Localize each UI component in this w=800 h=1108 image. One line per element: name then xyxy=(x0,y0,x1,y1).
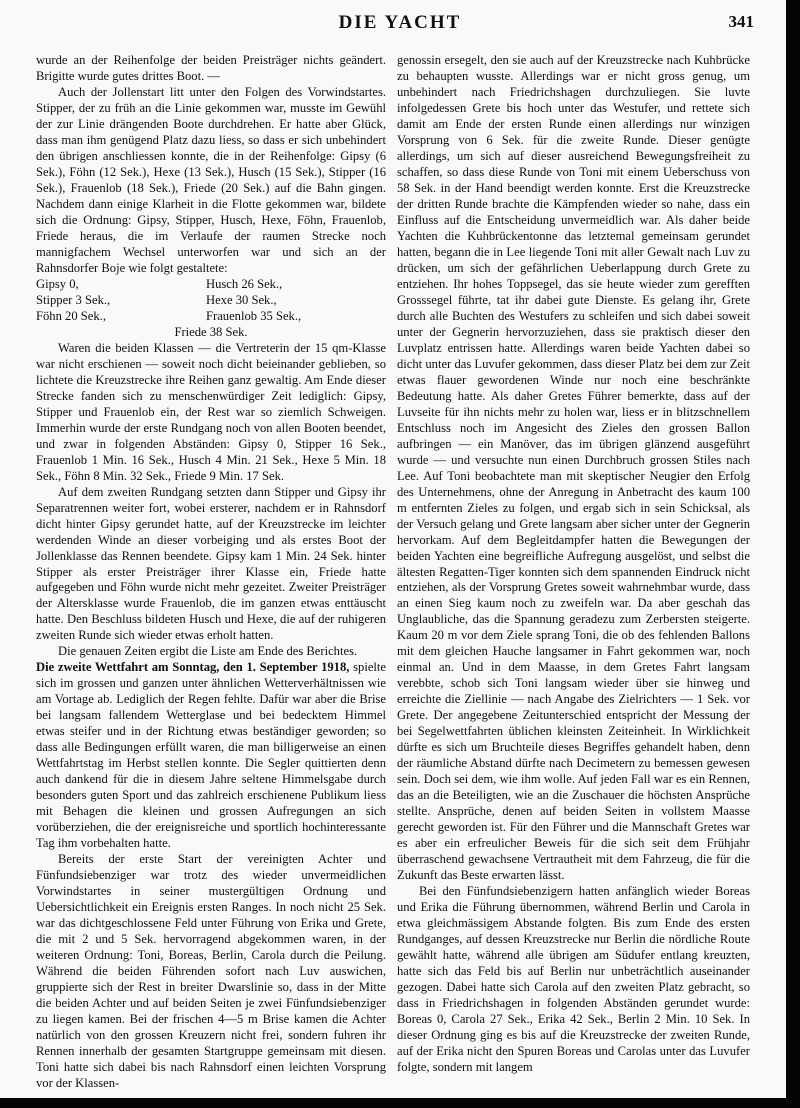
paragraph: genossin ersegelt, den sie auch auf der Kreuzstrecke nach Kuhbrücke zu behaupten wusste. Allerdings war er nicht gross genug, um unbehindert nach Friedrichshagen durchzuliegen. Sie luvte infolgedessen Grete bis hoch unter das Westufer, und rettete sich damit am Ende der ersten Runde einen allerdings nur winzigen Vorsprung von 6 Sek. für die zweite Runde. Dieser genügte allerdings, um sich auf dieser ausreichend Bewegungsfreiheit zu schaffen, so dass diese Runde von Toni mit einem Ueberschuss von 58 Sek. in der Hand beendigt werden konnte. Erst die Kreuzstrecke der dritten Runde brachte die Kämpfenden wieder so nahe, dass ein Einfluss auf die Entscheidung unvermeidlich war. Als daher beide Yachten die Kuhbrückentonne das letztemal gemeinsam gerundet hatten, begann die in Lee liegende Toni mit aller Gewalt nach Luv zu drücken, um sich der gefährlichen Ueberlappung durch Grete zu entziehen. Ihr hohes Toppsegel, das sie heute wieder zum gerefften Grosssegel führte, tat ihr dabei gute Dienste. Es gelang ihr, Grete durch alle Buchten des Westufers zu schleifen und sich dabei soweit unter der Gegnerin hervorzuziehen, dass sie praktisch dieser den Luvplatz entrissen hatte. Allerdings waren beide Yachten dabei so dicht unter das Luvufer gekommen, dass dieser Platz bei dem zur Zeit etwas flauer gewordenen Winde nur noch eine beschränkte Bedeutung hatte. Als daher Gretes Führer bemerkte, dass auf der Luvseite für ihn nichts mehr zu holen war, liess er in blitzschnellem Entschluss noch im Angesicht des Zieles den grossen Ballon aufbringen — ein Manöver, das im übrigen glänzend ausgeführt wurde — und versuchte nun einen Durchbruch grossen Stiles nach Lee. Auf Toni beobachtete man mit skeptischer Neugier den Erfolg des Unternehmens, ohne der Anregung in Anbetracht des kaum 100 m entfernten Zieles zu folgen, und ergab sich in sein Schicksal, als der Versuch gelang und Grete langsam aber sicher unter der Gegnerin hervorkam. Auf dem Begleitdampfer hatten die Bewegungen der beiden Yachten eine begreifliche Aufregung ausgelöst, und selbst die ältesten Regatten-Tiger konnten sich dem spannenden Eindruck nicht entziehen, als der Vorsprung Gretes soweit wahrnehmbar wurde, dass an einen Sieg kaum noch zu zweifeln war. Da aber geschah das Unglaubliche, das die Spannung geradezu zum Zerbersten steigerte. Kaum 20 m vor dem Ziele sprang Toni, die ob des fehlenden Ballons mit dem gleichen Hauche langsamer in Fahrt gekommen war, noch einmal an. Und in dem Maasse, in dem Gretes Fahrt langsam verebbte, schob sich Toni langsam wieder über sie hinweg und erreichte die Ziellinie — nach Angabe des Zielrichters — 1 Sek. vor Grete. Der angegebene Zeitunterschied entspricht der Messung der bei Segelwettfahrten üblichen kleinsten Zeiteinheit. In Wirklichkeit dürfte es sich um Bruchteile dieses Begriffes gehandelt haben, denn der räumliche Abstand dürfte nach Decimetern zu bemessen gewesen sein. Doch sei dem, wie ihm wolle. Auf jeden Fall war es ein Rennen, das an die Beteiligten, wie an die Zuschauer die höchsten Ansprüche stellte. Ansprüche, denen auf beiden Seiten in vollstem Maasse gerecht geworden ist. Für den Führer und die Mannschaft Gretes war es aber ein erfreulicher Beweis für die sich seit dem Frühjahr überraschend gewachsene Vertrautheit mit dem Fahrzeug, die für die Zukunft das Beste erwarten lässt. xyxy=(397,53,750,883)
standing-entry: Stipper 3 Sek., xyxy=(36,292,111,307)
paragraph: Waren die beiden Klassen — die Vertreterin der 15 qm-Klasse war nicht erschienen — soweit noch dicht beieinander geblieben, so lichtete die Kreuzstrecke ihre Reihen ganz gewaltig. Am Ende dieser Strecke fanden sich zu menschenwürdiger Zeit lediglich: Gipsy, Stipper und Frauenlob ein, der Rest war so ziemlich Schweigen. Immerhin wurde der erste Rundgang noch von allen Booten beendet, und zwar in folgenden Abständen: Gipsy 0, Stipper 16 Sek., Frauenlob 1 Min. 16 Sek., Husch 4 Min. 21 Sek., Hexe 5 Min. 18 Sek., Föhn 8 Min. 32 Sek., Friede 9 Min. 17 Sek. xyxy=(36,340,386,483)
running-header-title: DIE YACHT xyxy=(338,12,462,33)
scan-edge-right xyxy=(786,0,800,1108)
paragraph: Auch der Jollenstart litt unter den Folgen des Vorwindstartes. Stipper, der zu früh an die Linie gekommen war, musste im Gewühl der zur Linie drängenden Boote durchdrehen. Er hatte aber Glück, dass man ihm genügend Platz dazu liess, so dass er sich unbehindert den übrigen anschliessen konnte, die in der Reihenfolge: Gipsy (6 Sek.), Föhn (12 Sek.), Hexe (13 Sek.), Husch (15 Sek.), Stipper (16 Sek.), Frauenlob (18 Sek.), Friede (20 Sek.) auf die Bahn gingen. Nachdem dann einige Klarheit in die Flotte gekommen war, bildete sich die Ordnung: Gipsy, Stipper, Husch, Hexe, Föhn, Frauenlob, Friede heraus, die im Verlaufe der raumen Strecke noch mannigfachem Wechsel unterworfen war und sich an der Rahnsdorfer Boje wie folgt gestaltete: xyxy=(36,84,386,275)
standing-entry: Hexe 30 Sek., xyxy=(206,292,277,307)
standing-entry: Gipsy 0, xyxy=(36,276,79,291)
right-column xyxy=(397,53,750,1076)
scan-edge-bottom xyxy=(0,1098,800,1108)
paragraph-text: spielte sich im grossen und ganzen unter ähnlichen Wetterverhältnissen wie am Vortage ab. Lediglich der Regen fehlte. Dafür war aber die Brise bei langsam fallendem Wetterglase und bei bedecktem Himmel etwas steifer und in der Richtung etwas beständiger geworden; so dass alle Bedingungen erfüllt waren, die man billigerweise an einen Wettfahrtstag im Herbst stellen konnte. Die Segler quittierten denn auch dankend für die in diesem Jahre seltene Himmelsgabe durch besonders guten Sport und das zahlreich erschienene Publikum liess mit Behagen die kleinen und grossen Aufregungen an sich vorüberziehen, die der ereignisreiche und sportlich hochinteressante Tag ihm vorbehalten hatte. xyxy=(36,660,387,851)
standings-table xyxy=(36,277,386,341)
section-paragraph xyxy=(36,660,386,852)
standing-entry: Föhn 20 Sek., xyxy=(36,308,106,323)
paragraph: Bei den Fünfundsiebenzigern hatten anfänglich wieder Boreas und Erika die Führung übernommen, während Berlin und Carola in etwa gleichmässigem Abstande folgten. Bis zum Ende des ersten Rundganges, auf dessen Kreuzstrecke nur Berlin die nördliche Route gewählt hatte, während alle übrigen am Südufer entlang kreuzten, hatte sich das Feld bis auf Berlin nur unbeträchtlich auseinander gezogen. Dabei hatte sich Carola auf den zweiten Platz gebracht, so dass in Friedrichshagen in folgenden Abständen gerundet wurde: Boreas 0, Carola 27 Sek., Erika 42 Sek., Berlin 2 Min. 10 Sek. In dieser Ordnung ging es bis auf die Kreuzstrecke der zweiten Runde, auf der Erika nicht den Spuren Boreas und Carolas unter das Luvufer folgte, sondern mit langem xyxy=(397,884,750,1075)
section-heading: Die zweite Wettfahrt am Sonntag, den 1. September 1918, xyxy=(36,660,350,675)
standing-entry: Frauenlob 35 Sek., xyxy=(206,308,302,323)
paragraph: Auf dem zweiten Rundgang setzten dann Stipper und Gipsy ihr Separatrennen weiter fort, wobei ersterer, nachdem er in Rahnsdorf dicht hinter Gipsy gerundet hatte, auf der Kreuzstrecke im leichter werdenden Winde an dieser vorbeiging und als erstes Boot der Jollenklasse das Rennen beendete. Gipsy kam 1 Min. 24 Sek. hinter Stipper als erster Preisträger ihrer Klasse ein, Friede hatte aufgegeben und Föhn wurde nicht mehr gezeitet. Zweiter Preisträger der Altersklasse wurde Frauenlob, die im ganzen etwas enttäuscht hatte. Den Beschluss bildeten Husch und Hexe, die auf der ruhigeren zweiten Runde sich wieder etwas erholt hatten. xyxy=(36,484,386,643)
left-column xyxy=(36,53,386,1092)
paragraph: wurde an der Reihenfolge der beiden Preisträger nichts geändert. Brigitte wurde gutes drittes Boot. — xyxy=(36,53,386,83)
standing-entry: Husch 26 Sek., xyxy=(206,276,283,291)
paragraph: Bereits der erste Start der vereinigten Achter und Fünfundsiebenziger war trotz des wieder unvermeidlichen Vorwindstartes in seiner mustergültigen Ordnung und Uebersichtlichkeit ein Ereignis ersten Ranges. In noch nicht 25 Sek. war das dichtgeschlossene Feld unter Führung von Erika und Grete, die mit 2 und 5 Sek. hervorragend abgekommen waren, in der weiteren Ordnung: Toni, Boreas, Berlin, Carola durch die Peilung. Während die beiden Führenden sofort nach Luv auswichen, gruppierte sich der Rest in breiter Dwarslinie so, dass in der Mitte die beiden Achter und auf beiden Seiten je zwei Fünfundsiebenziger zu liegen kamen. Bei der frischen 4—5 m Brise kamen die Achter natürlich von den grossen Kreuzern nicht frei, sondern fuhren ihr Rennen innerhalb der gesamten Startgruppe gemeinsam mit diesen. Toni hatte sich dabei bis nach Rahnsdorf einen leichten Vorsprung vor der Klassen- xyxy=(36,852,386,1090)
standing-entry: Friede 38 Sek. xyxy=(174,324,248,339)
paragraph: Die genauen Zeiten ergibt die Liste am Ende des Berichtes. xyxy=(58,644,358,659)
page-number: 341 xyxy=(728,12,754,31)
